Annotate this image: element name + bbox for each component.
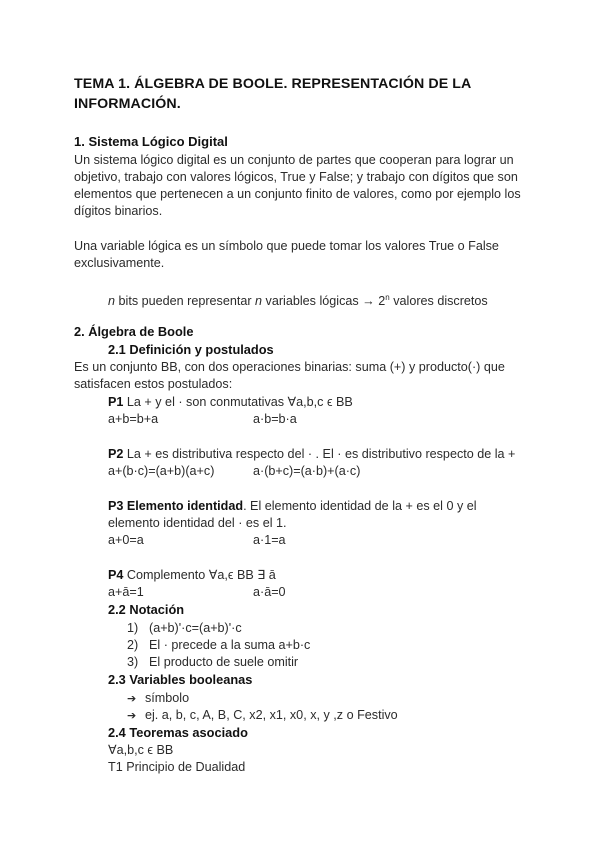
paragraph-line: objetivo, trabajo con valores lógicos, True y False; y trabajo con dígitos que son	[74, 170, 518, 184]
n-variable: n	[255, 294, 263, 309]
paragraph-line: dígitos binarios.	[74, 204, 163, 218]
subsection-2-1-heading: 2.1 Definición y postulados	[108, 342, 274, 357]
paragraph-line: exclusivamente.	[74, 256, 165, 270]
paragraph-line: Un sistema lógico digital es un conjunto de partes que cooperan para lograr un	[74, 153, 514, 167]
paragraph-line: Es un conjunto BB, con dos operaciones binarias: suma (+) y producto(·) que	[74, 360, 505, 374]
list-number: 2)	[127, 638, 139, 652]
equation: a+(b·c)=(a+b)(a+c)	[108, 464, 215, 478]
paragraph-line: satisfacen estos postulados:	[74, 377, 233, 391]
paragraph-line: Una variable lógica es un símbolo que puede tomar los valores True o False	[74, 239, 499, 253]
arrow-bullet-icon: ➔	[127, 693, 137, 705]
list-item: 3) El producto de suele omitir	[127, 655, 299, 669]
equation: a·(b+c)=(a·b)+(a·c)	[253, 464, 361, 478]
equation: a·b=b·a	[253, 412, 297, 426]
postulate-label: P1	[108, 395, 124, 409]
page-title-line-1: TEMA 1. ÁLGEBRA DE BOOLE. REPRESENTACIÓN DE LA	[74, 76, 472, 92]
subsection-2-2-heading: 2.2 Notación	[108, 602, 185, 617]
exponent: n	[385, 293, 390, 302]
equation: a+ā=1	[108, 585, 144, 599]
postulate-p3: P3 Elemento identidad. El elemento identidad de la + es el 0 y el	[108, 499, 477, 513]
postulate-label: P2	[108, 447, 124, 461]
list-number: 3)	[127, 655, 139, 669]
postulate-label: P4	[108, 568, 124, 582]
list-item: ➔ símbolo	[127, 691, 190, 705]
theorem-t1: T1 Principio de Dualidad	[108, 760, 246, 774]
postulate-p1: P1 La + y el · son conmutativas ∀a,b,c ϵ BB	[108, 395, 353, 409]
section-2-heading: 2. Álgebra de Boole	[74, 324, 194, 339]
bits-statement: n bits pueden representar n variables lógicas → $2^n$ valores discretos	[108, 293, 488, 309]
page-title-line-2: INFORMACIÓN.	[74, 96, 181, 112]
subsection-2-4-heading: 2.4 Teoremas asociado	[108, 725, 248, 740]
paragraph-line: elemento identidad del · es el 1.	[108, 516, 287, 530]
postulate-p2: P2 La + es distributiva respecto del · . El · es distributivo respecto de la +	[108, 447, 516, 461]
list-item: ➔ ej. a, b, c, A, B, C, x2, x1, x0, x, y ,z o Festivo	[127, 708, 398, 722]
list-number: 1)	[127, 621, 139, 635]
quantifier-line: ∀a,b,c ϵ BB	[108, 743, 174, 757]
postulate-label: P3 Elemento identidad	[108, 499, 244, 513]
equation: a·1=a	[253, 533, 286, 547]
postulate-p4: P4 Complemento ∀a,ϵ BB ∃ ā	[108, 568, 276, 582]
arrow-bullet-icon: ➔	[127, 710, 137, 722]
subsection-2-3-heading: 2.3 Variables booleanas	[108, 672, 253, 687]
section-1-heading: 1. Sistema Lógico Digital	[74, 134, 228, 149]
equation: a+b=b+a	[108, 412, 159, 426]
list-item: 1) (a+b)'·c=(a+b)'·c	[127, 621, 242, 635]
equation: a·ā=0	[253, 585, 286, 599]
list-item: 2) El · precede a la suma a+b·c	[127, 638, 311, 652]
equation: a+0=a	[108, 533, 144, 547]
n-variable: n	[108, 294, 116, 309]
paragraph-line: elementos que pertenecen a un conjunto finito de valores, como por ejemplo los	[74, 187, 521, 201]
